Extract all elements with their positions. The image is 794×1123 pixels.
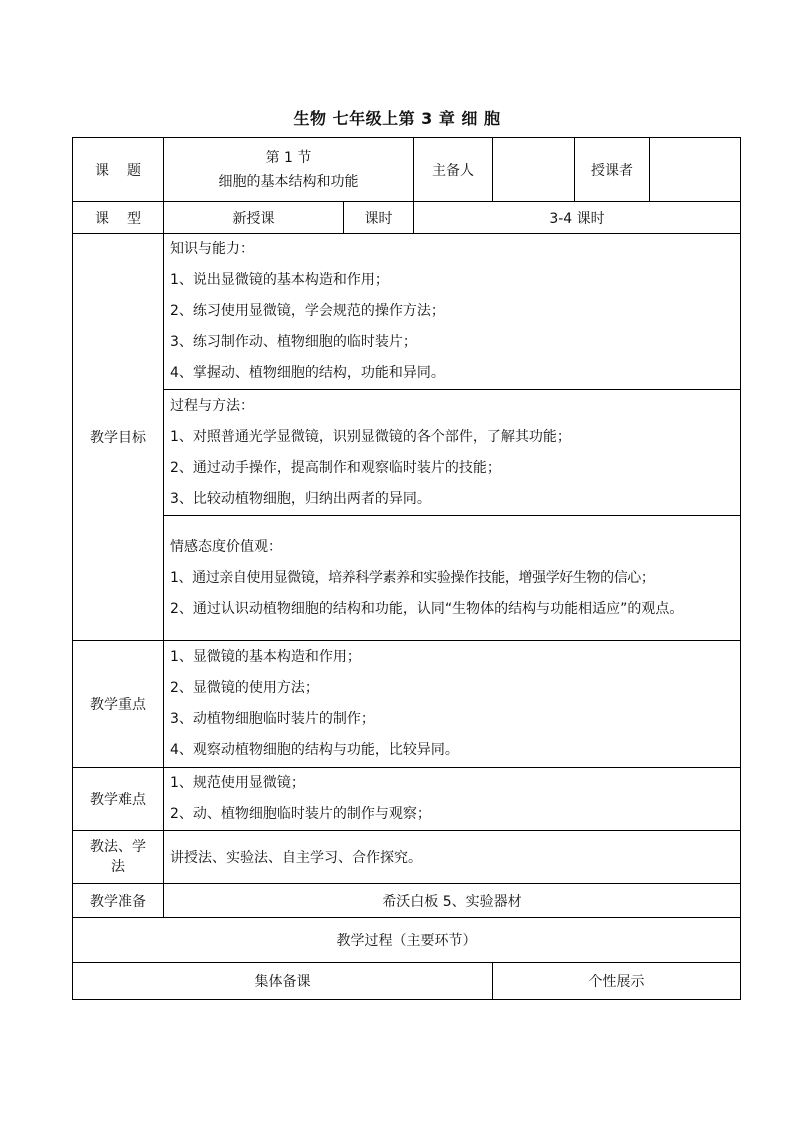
objectives-label: 教学目标 — [73, 234, 164, 641]
row-type — [73, 202, 741, 234]
topic-name: 细胞的基本结构和功能 — [218, 173, 359, 190]
teacher-label: 授课者 — [575, 138, 650, 202]
key-point-item: 4、观察动植物细胞的结构与功能，比较异同。 — [170, 742, 459, 758]
collective-prep-label: 集体备课 — [73, 963, 493, 1000]
row-difficulties — [73, 768, 741, 831]
lesson-plan-table — [72, 137, 741, 1000]
topic-label-cell — [73, 138, 164, 202]
knowledge-item: 4、掌握动、植物细胞的结构，功能和异同。 — [170, 365, 445, 381]
topic-value-cell — [164, 138, 414, 202]
preparer-value[interactable] — [493, 138, 575, 202]
topic-label-b: 题 — [127, 162, 141, 179]
knowledge-heading: 知识与能力： — [170, 241, 254, 257]
attitude-cell — [164, 516, 741, 641]
row-objectives-process — [73, 390, 741, 516]
difficulties-cell — [164, 768, 741, 831]
type-label-cell — [73, 202, 164, 234]
key-point-item: 3、动植物细胞临时装片的制作； — [170, 711, 375, 727]
hours-value: 3-4 课时 — [414, 202, 741, 234]
process-heading: 过程与方法： — [170, 397, 254, 414]
process-cell — [164, 390, 741, 516]
process-item: 2、通过动手操作，提高制作和观察临时装片的技能； — [170, 459, 501, 476]
key-point-item: 1、显微镜的基本构造和作用； — [170, 649, 361, 665]
preparation-label: 教学准备 — [73, 884, 164, 918]
attitude-heading: 情感态度价值观： — [170, 538, 282, 555]
difficulties-label: 教学难点 — [73, 768, 164, 831]
knowledge-item: 3、练习制作动、植物细胞的临时装片； — [170, 334, 417, 350]
row-key-points — [73, 641, 741, 768]
page-title: 生物 七年级上第 3 章 细 胞 — [293, 109, 501, 128]
hours-label: 课时 — [344, 202, 414, 234]
teacher-value[interactable] — [650, 138, 741, 202]
methods-label-line1: 教法、学 — [90, 839, 146, 855]
row-topic — [73, 138, 741, 202]
row-methods — [73, 831, 741, 884]
knowledge-cell — [164, 234, 741, 390]
methods-label-line2: 法 — [111, 859, 125, 875]
preparer-label: 主备人 — [414, 138, 493, 202]
topic-label-a: 课 — [95, 162, 109, 179]
key-points-label: 教学重点 — [73, 641, 164, 768]
attitude-item: 2、通过认识动植物细胞的结构和功能，认同“生物体的结构与功能相适应”的观点。 — [170, 600, 684, 617]
difficulty-item: 1、规范使用显微镜； — [170, 775, 305, 791]
process-item: 3、比较动植物细胞，归纳出两者的异同。 — [170, 490, 431, 507]
section-number: 第 1 节 — [265, 149, 312, 166]
process-header: 教学过程（主要环节） — [73, 918, 741, 963]
preparation-value: 希沃白板 5、实验器材 — [164, 884, 741, 918]
row-process-header — [73, 918, 741, 963]
row-objectives-attitude — [73, 516, 741, 641]
type-label-a: 课 — [95, 210, 109, 227]
type-value: 新授课 — [164, 202, 344, 234]
type-label-b: 型 — [127, 210, 141, 227]
row-objectives-knowledge — [73, 234, 741, 390]
methods-value: 讲授法、实验法、自主学习、合作探究。 — [164, 831, 741, 884]
methods-label-cell — [73, 831, 164, 884]
row-footer — [73, 963, 741, 1000]
knowledge-item: 1、说出显微镜的基本构造和作用； — [170, 272, 389, 288]
difficulty-item: 2、动、植物细胞临时装片的制作与观察； — [170, 806, 431, 822]
knowledge-item: 2、练习使用显微镜，学会规范的操作方法； — [170, 303, 445, 319]
process-item: 1、对照普通光学显微镜，识别显微镜的各个部件，了解其功能； — [170, 428, 571, 445]
attitude-item: 1、通过亲自使用显微镜，培养科学素养和实验操作技能，增强学好生物的信心； — [170, 569, 655, 586]
personal-display-label: 个性展示 — [493, 963, 741, 1000]
key-point-item: 2、显微镜的使用方法； — [170, 680, 319, 696]
key-points-cell — [164, 641, 741, 768]
row-preparation — [73, 884, 741, 918]
